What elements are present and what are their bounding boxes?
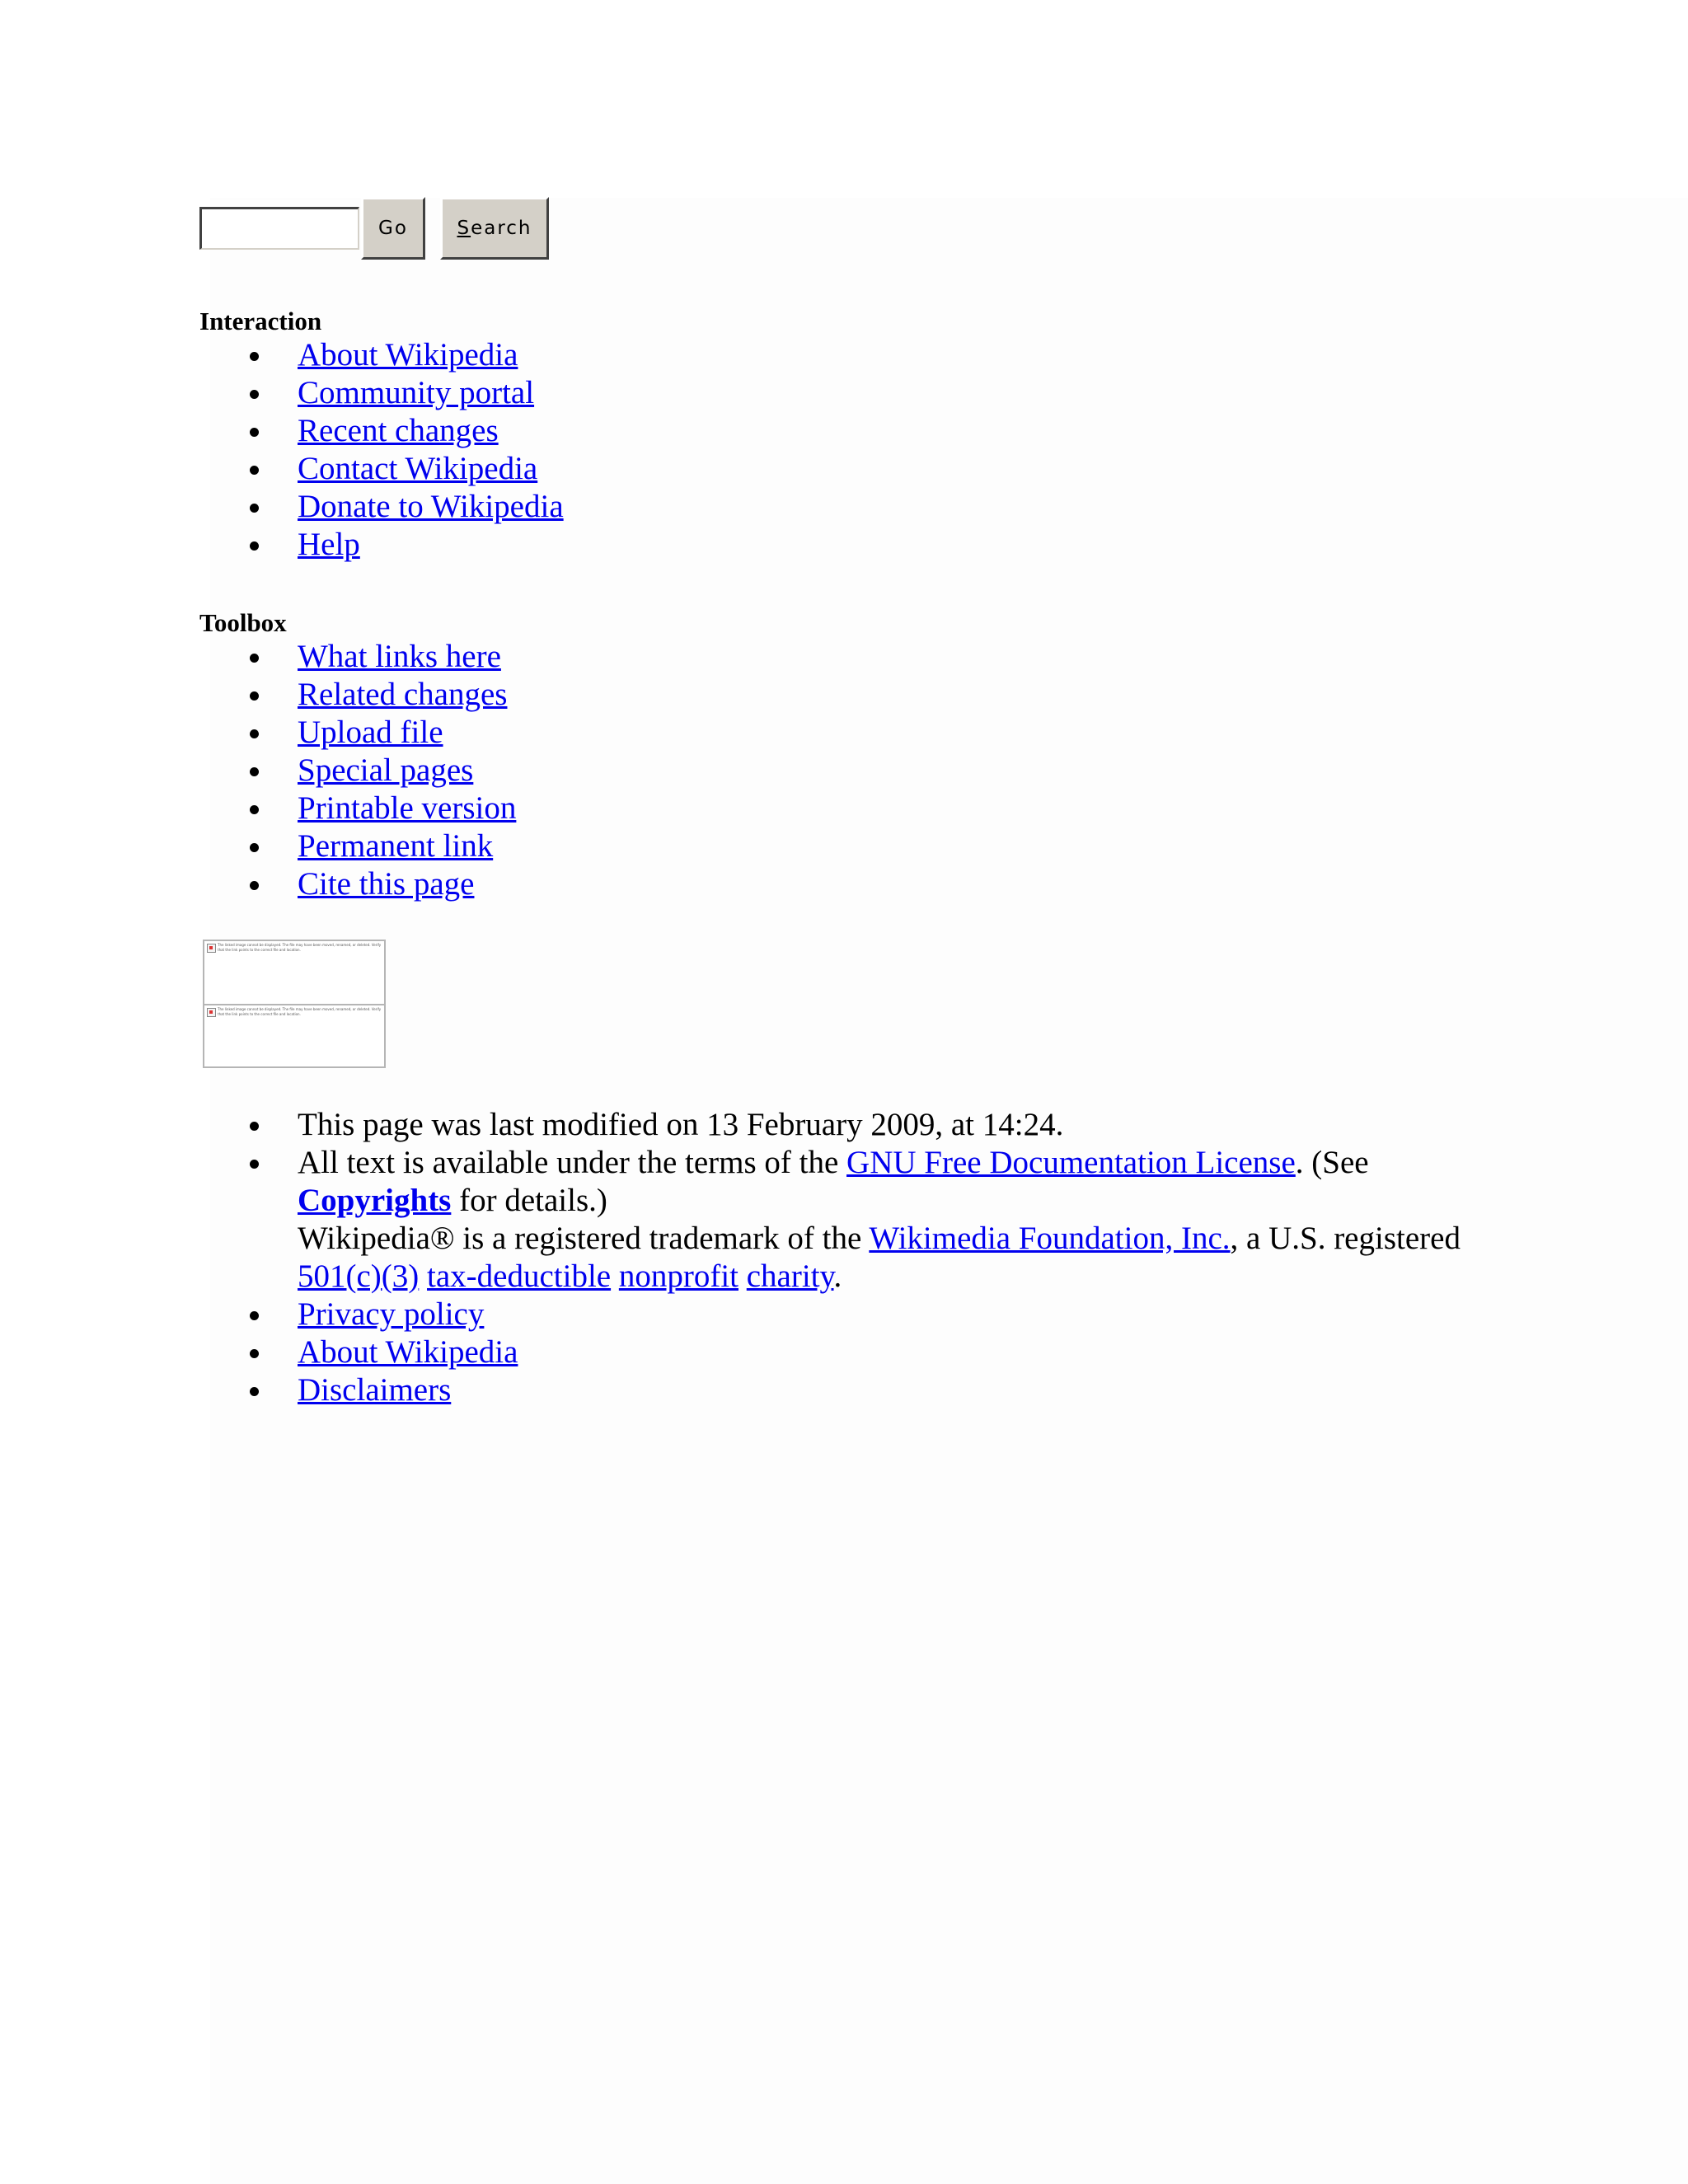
toolbox-list bbox=[199, 638, 1683, 903]
disclaimers-link[interactable]: Disclaimers bbox=[298, 1372, 452, 1408]
license-text: . (See bbox=[1295, 1145, 1369, 1180]
special-pages-link[interactable]: Special pages bbox=[298, 752, 474, 788]
list-item bbox=[199, 752, 1683, 790]
trademark-text: Wikipedia® is a registered trademark of the bbox=[298, 1221, 870, 1256]
charity-link[interactable]: charity bbox=[746, 1258, 834, 1294]
printable-version-link[interactable]: Printable version bbox=[298, 790, 517, 826]
footer-badges bbox=[203, 940, 386, 1068]
broken-image-icon bbox=[207, 944, 216, 953]
search-form bbox=[199, 196, 1683, 260]
list-item bbox=[199, 638, 1683, 676]
list-item bbox=[199, 790, 1683, 827]
list-item bbox=[199, 827, 1683, 865]
search-button-label: earch bbox=[471, 218, 532, 239]
badge-alt-text: The linked image cannot be displayed. The file may have been moved, renamed, or deleted. Verify that the link points to the correct file and location. bbox=[218, 943, 382, 952]
501c3-link[interactable]: 501(c)(3) bbox=[298, 1258, 420, 1294]
license-notice bbox=[199, 1144, 1502, 1296]
wikimedia-foundation-link[interactable]: Wikimedia Foundation, Inc. bbox=[869, 1221, 1231, 1256]
list-item bbox=[199, 336, 1683, 374]
list-item bbox=[199, 450, 1683, 488]
trademark-text: . bbox=[833, 1258, 842, 1294]
about-wikipedia-footer-link[interactable]: About Wikipedia bbox=[298, 1334, 518, 1370]
toolbox-heading: Toolbox bbox=[199, 608, 287, 637]
footer-list bbox=[199, 1106, 1502, 1409]
list-item bbox=[199, 488, 1683, 526]
recent-changes-link[interactable]: Recent changes bbox=[298, 413, 499, 448]
license-text: for details.) bbox=[451, 1183, 607, 1218]
what-links-here-link[interactable]: What links here bbox=[298, 639, 501, 674]
permanent-link[interactable]: Permanent link bbox=[298, 828, 494, 864]
trademark-text: , a U.S. registered bbox=[1230, 1221, 1461, 1256]
privacy-policy-link[interactable]: Privacy policy bbox=[298, 1296, 485, 1332]
tax-deductible-link[interactable]: tax-deductible bbox=[427, 1258, 612, 1294]
related-changes-link[interactable]: Related changes bbox=[298, 677, 508, 712]
broken-image-badge[interactable] bbox=[204, 941, 384, 1004]
license-text: All text is available under the terms of the bbox=[298, 1145, 847, 1180]
list-item bbox=[199, 865, 1683, 903]
badge-alt-text: The linked image cannot be displayed. The file may have been moved, renamed, or deleted. Verify that the link points to the correct file and location. bbox=[218, 1007, 382, 1016]
broken-image-icon bbox=[207, 1008, 216, 1017]
interaction-heading: Interaction bbox=[199, 307, 322, 335]
list-item bbox=[199, 1371, 1502, 1409]
upload-file-link[interactable]: Upload file bbox=[298, 715, 443, 750]
list-item bbox=[199, 374, 1683, 412]
cite-this-page-link[interactable]: Cite this page bbox=[298, 866, 475, 902]
community-portal-link[interactable]: Community portal bbox=[298, 375, 535, 410]
list-item bbox=[199, 412, 1683, 450]
list-item bbox=[199, 526, 1683, 564]
help-link[interactable]: Help bbox=[298, 527, 360, 562]
search-button[interactable] bbox=[440, 197, 549, 260]
search-accel-key: S bbox=[457, 218, 471, 239]
list-item bbox=[199, 1296, 1502, 1333]
interaction-list bbox=[199, 336, 1683, 564]
about-wikipedia-link[interactable]: About Wikipedia bbox=[298, 337, 518, 373]
nonprofit-link[interactable]: nonprofit bbox=[618, 1258, 738, 1294]
go-button[interactable]: Go bbox=[361, 197, 425, 260]
search-input[interactable] bbox=[199, 207, 359, 250]
sidebar-content bbox=[199, 196, 1683, 1409]
last-modified: This page was last modified on 13 February 2009, at 14:24. bbox=[199, 1106, 1502, 1144]
list-item bbox=[199, 714, 1683, 752]
copyrights-link[interactable]: Copyrights bbox=[298, 1183, 452, 1218]
gfdl-link[interactable]: GNU Free Documentation License bbox=[846, 1145, 1296, 1180]
contact-wikipedia-link[interactable]: Contact Wikipedia bbox=[298, 451, 538, 486]
broken-image-badge[interactable] bbox=[204, 1004, 384, 1066]
list-item bbox=[199, 676, 1683, 714]
donate-link[interactable]: Donate to Wikipedia bbox=[298, 489, 564, 524]
list-item bbox=[199, 1333, 1502, 1371]
